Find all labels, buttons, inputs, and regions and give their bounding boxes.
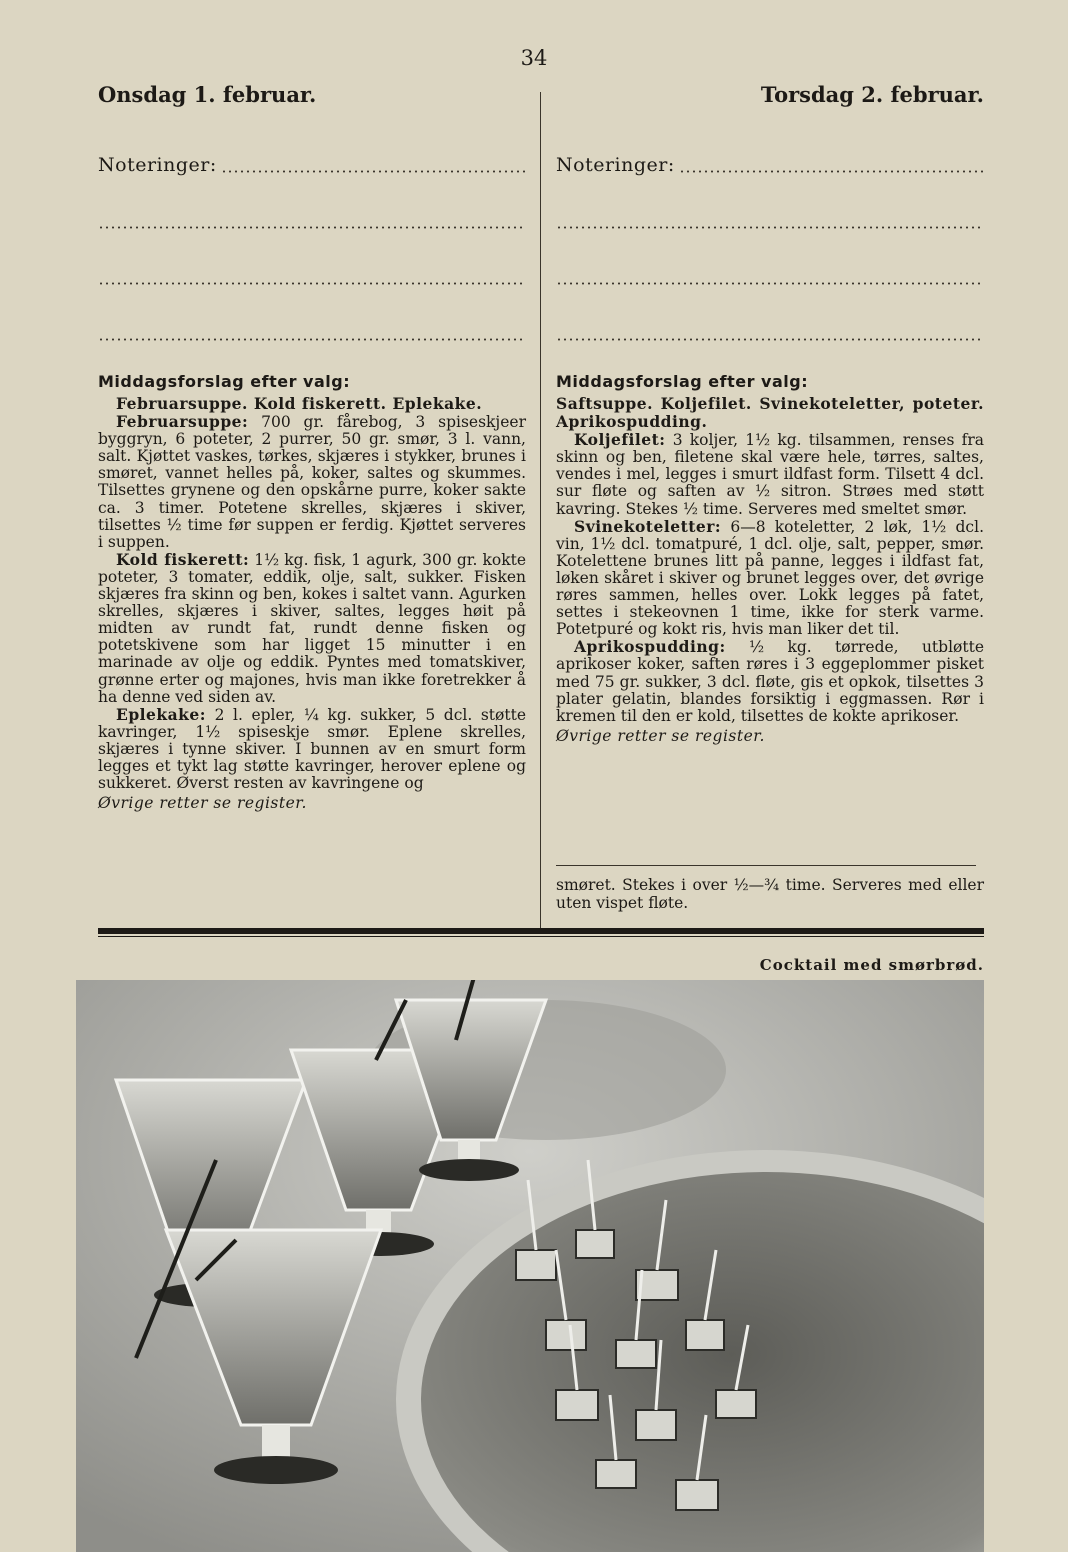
continuation-rule: [556, 865, 976, 866]
page-number: 34: [520, 46, 548, 70]
dotted-line: [98, 282, 526, 285]
recipe-name: Koljefilet:: [574, 430, 666, 450]
left-notes-line[interactable]: [98, 266, 526, 322]
recipe-name: Kold fiskerett:: [116, 549, 250, 569]
right-recipes: [556, 395, 984, 725]
right-menu-heading: Middagsforslag efter valg:: [556, 372, 809, 391]
dotted-line: [221, 170, 526, 173]
left-recipes: [98, 395, 526, 792]
left-notes-label: Noteringer:: [98, 154, 217, 176]
right-other-dishes-note: Øvrige retter se register.: [556, 726, 765, 745]
right-day-title: Torsdag 2. februar.: [760, 82, 984, 107]
right-menu: [556, 372, 984, 745]
right-notes-line[interactable]: [556, 266, 984, 322]
recipe-body: 2 l. epler, ¼ kg. sukker, 5 dcl. støtte kavringer, 1½ spiseskje smør. Eplene skrelles, skjæres i tynne skiver. I bunnen av en smurt form legges et tykt lag støtte kavringer, herover eplene og sukkeret. Øverst resten av kavringene og: [98, 705, 526, 793]
left-notes-line[interactable]: [98, 154, 526, 210]
right-notes-label: Noteringer:: [556, 154, 675, 176]
recipe-name: Februarsuppe:: [116, 412, 249, 432]
recipe-name: Svinekoteletter:: [574, 516, 722, 536]
left-other-dishes-note: Øvrige retter se register.: [98, 794, 307, 813]
thin-divider: [98, 936, 984, 937]
dotted-line: [98, 226, 526, 229]
right-notes-line[interactable]: [556, 322, 984, 378]
dotted-line: [679, 170, 984, 173]
left-menu-heading: Middagsforslag efter valg:: [98, 372, 351, 391]
dotted-line: [556, 282, 984, 285]
left-menu: [98, 372, 526, 812]
cocktail-photo: [76, 980, 984, 1552]
left-column: [98, 82, 526, 813]
left-notes-line[interactable]: [98, 210, 526, 266]
right-dishes-line: Saftsuppe. Koljefilet. Svinekoteletter, poteter. Aprikospudding.: [556, 394, 984, 432]
cocktail-photo-illustration: [76, 980, 984, 1552]
thick-divider: [98, 928, 984, 934]
dotted-line: [556, 226, 984, 229]
recipe-body: ½ kg. tørrede, utbløtte aprikoser koker, saften røres i 3 eggeplommer pisket med 75 gr. sukker, 3 dcl. fløte, gis et opkok, tilsettes 3 plater gelatin, blandes forsiktig i eggmassen. Rør i kremen til den er kold, tilsettes de kokte aprikoser.: [556, 638, 984, 725]
right-notes: [556, 154, 984, 378]
continuation-text: smøret. Stekes i over ½—¾ time. Serveres med eller uten vispet fløte.: [556, 876, 984, 912]
left-day-title: Onsdag 1. februar.: [98, 82, 317, 107]
recipe-body: 3 koljer, 1½ kg. tilsammen, renses fra skinn og ben, filetene skal være hele, tørres, saltes, vendes i mel, legges i smurt ildfast form. Tilsett 4 dcl. sur fløte og saften av ½ sitron. Strøes med støtt kavring. Stekes ½ time. Serveres med smeltet smør.: [556, 431, 984, 518]
recipe-body: 1½ kg. fisk, 1 agurk, 300 gr. kokte poteter, 3 tomater, eddik, olje, salt, sukker. Fisken skjæres fra skinn og ben, kokes i saltet vann. Agurken skrelles, skjæres i skiver, saltes, legges høit på midten av rundt fat, rundt denne fisken og potetskivene som har ligget 15 minutter i en marinade av olje og eddik. Pyntes med tomatskiver, grønne erter og majones, hvis man ikke foretrekker å ha denne ved siden av.: [98, 550, 526, 706]
left-notes: [98, 154, 526, 378]
recipe-body: 700 gr. fårebog, 3 spiseskjeer byggryn, 6 poteter, 2 purrer, 50 gr. smør, 3 l. vann, salt. Kjøttet vaskes, tørkes, skjæres i stykker, brunes i smøret, vannet helles på, koker, saltes og skummes. Tilsettes grynene og den opskårne purre, koker sakte ca. 3 timer. Potetene skrelles, skjæres i skiver, tilsettes ½ time før suppen er ferdig. Kjøttet serveres i suppen.: [98, 413, 526, 551]
left-notes-line[interactable]: [98, 322, 526, 378]
left-dishes-line: Februarsuppe. Kold fiskerett. Eplekake.: [116, 394, 483, 413]
dotted-line: [98, 338, 526, 341]
right-column: [556, 82, 984, 745]
recipe-name: Aprikospudding:: [574, 637, 726, 657]
right-notes-line[interactable]: [556, 154, 984, 210]
dotted-line: [556, 338, 984, 341]
recipe-name: Eplekake:: [116, 704, 207, 724]
recipe-body: 6—8 koteletter, 2 løk, 1½ dcl. vin, 1½ dcl. tomatpuré, 1 dcl. olje, salt, pepper, smør. Kotelettene brunes litt på panne, legges i ildfast fat, løken skåret i skiver og brunet legges over, det øvrige røres sammen, helles over. Lokk legges på fatet, settes i stekeovnen 1 time, ikke for sterk varme. Potetpuré og kokt ris, hvis man liker det til.: [556, 517, 984, 639]
column-divider: [540, 92, 541, 932]
right-notes-line[interactable]: [556, 210, 984, 266]
photo-caption: Cocktail med smørbrød.: [759, 956, 984, 974]
